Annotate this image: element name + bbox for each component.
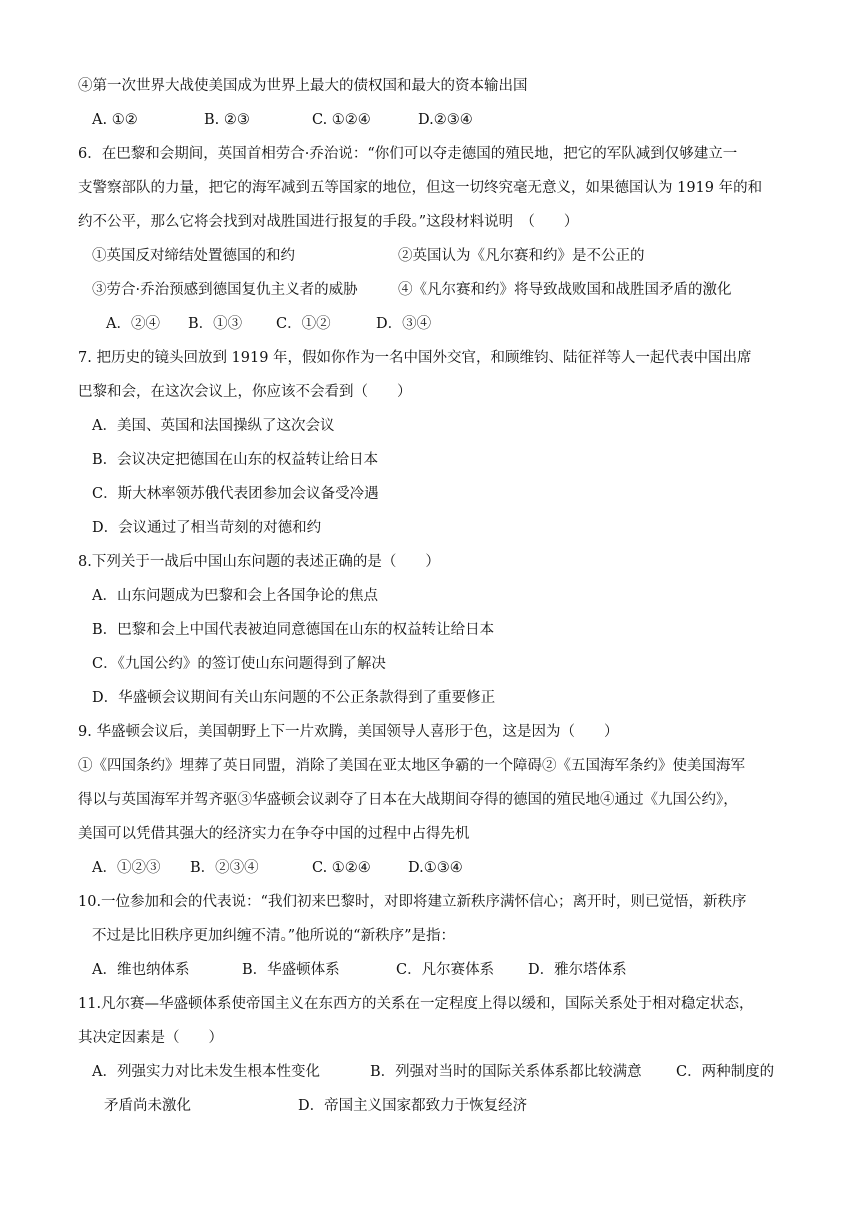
q9-option-d: D.①③④ [408,860,463,876]
q6-statements-row-2 [92,280,732,300]
q10-option-c: C．凡尔赛体系 [396,962,495,978]
q6-stem-line-2: 支警察部队的力量，把它的海军减到五等国家的地位，但这一切终究毫无意义，如果德国认为 1919 年的和 [78,180,763,196]
q5-option-c: C. ①②④ [312,112,371,128]
q7-option-a: A．美国、英国和法国操纵了这次会议 [92,418,335,434]
q8-option-c: C．《九国公约》的签订使山东问题得到了解决 [92,656,386,672]
q5-statement-4: ④第一次世界大战使美国成为世界上最大的债权国和最大的资本输出国 [78,78,528,94]
q6-statement-1: ①英国反对缔结处置德国的和约 [92,248,295,264]
q6-option-a: A．②④ [106,316,160,332]
q6-option-c: C．①② [276,316,331,332]
q10-option-b: B．华盛顿体系 [242,962,340,978]
q7-stem-line-2: 巴黎和会，在这次会议上，你应该不会看到（ ） [78,384,412,400]
q5-option-d: D.②③④ [418,112,473,128]
q6-stem-line-1: 6．在巴黎和会期间，英国首相劳合·乔治说：“你们可以夺走德国的殖民地，把它的军队减到仅够建立一 [78,146,738,162]
q11-option-d: D．帝国主义国家都致力于恢复经济 [298,1098,528,1114]
q11-option-b: B．列强对当时的国际关系体系都比较满意 [370,1064,642,1080]
q7-option-d: D．会议通过了相当苛刻的对德和约 [92,520,322,536]
q11-option-c-part1: C．两种制度的 [676,1064,775,1080]
q10-stem-line-2: 不过是比旧秩序更加纠缠不清。”他所说的“新秩序”是指： [92,928,455,944]
q10-option-d: D．雅尔塔体系 [528,962,627,978]
q9-stem-line-4: 美国可以凭借其强大的经济实力在争夺中国的过程中占得先机 [78,826,470,842]
q11-option-c-part2: 矛盾尚未激化 [104,1098,191,1114]
q11-option-a: A．列强实力对比未发生根本性变化 [92,1064,320,1080]
q10-stem-line-1: 10.一位参加和会的代表说：“我们初来巴黎时，对即将建立新秩序满怀信心；离开时，则已觉悟，新秩序 [78,894,747,910]
q11-options-row-1 [92,1062,774,1082]
q8-option-d: D．华盛顿会议期间有关山东问题的不公正条款得到了重要修正 [92,690,496,706]
q5-options [92,110,473,130]
q9-options [92,858,463,878]
q6-option-b: B．①③ [188,316,243,332]
q8-option-b: B．巴黎和会上中国代表被迫同意德国在山东的权益转让给日本 [92,622,495,638]
q6-statements-row-1 [92,246,645,266]
q9-stem-line-1: 9. 华盛顿会议后，美国朝野上下一片欢腾，美国领导人喜形于色，这是因为（ ） [78,724,619,740]
q6-stem-line-3: 约不公平，那么它将会找到对战胜国进行报复的手段。”这段材料说明 （ ） [78,214,579,230]
q7-option-b: B．会议决定把德国在山东的权益转让给日本 [92,452,379,468]
q10-option-a: A．维也纳体系 [92,962,190,978]
q8-stem: 8.下列关于一战后中国山东问题的表述正确的是（ ） [78,554,440,570]
q9-stem-line-3: 得以与英国海军并驾齐驱③华盛顿会议剥夺了日本在大战期间夺得的德国的殖民地④通过《九国公约》， [78,792,738,808]
q11-stem-line-2: 其决定因素是（ ） [78,1030,223,1046]
q7-option-c: C．斯大林率领苏俄代表团参加会议备受冷遇 [92,486,379,502]
q6-statement-4: ④《凡尔赛和约》将导致战败国和战胜国矛盾的激化 [398,282,732,298]
q11-options-row-2 [104,1096,527,1116]
q5-option-a: A. ①② [92,112,138,128]
q6-options [106,314,431,334]
q10-options [92,960,627,980]
q8-option-a: A．山东问题成为巴黎和会上各国争论的焦点 [92,588,378,604]
q6-option-d: D．③④ [376,316,432,332]
q9-option-b: B．②③④ [190,860,259,876]
q9-option-c: C. ①②④ [312,860,371,876]
q7-stem-line-1: 7. 把历史的镜头回放到 1919 年，假如你作为一名中国外交官，和顾维钧、陆征祥等人一起代表中国出席 [78,350,752,366]
q9-option-a: A．①②③ [92,860,161,876]
q6-statement-3: ③劳合·乔治预感到德国复仇主义者的威胁 [92,282,358,298]
q6-statement-2: ②英国认为《凡尔赛和约》是不公正的 [398,248,645,264]
q9-stem-line-2: ①《四国条约》埋葬了英日同盟，消除了美国在亚太地区争霸的一个障碍②《五国海军条约》使美国海军 [78,758,745,774]
q11-stem-line-1: 11.凡尔赛—华盛顿体系使帝国主义在东西方的关系在一定程度上得以缓和，国际关系处于相对稳定状态， [78,996,754,1012]
q5-option-b: B. ②③ [204,112,250,128]
